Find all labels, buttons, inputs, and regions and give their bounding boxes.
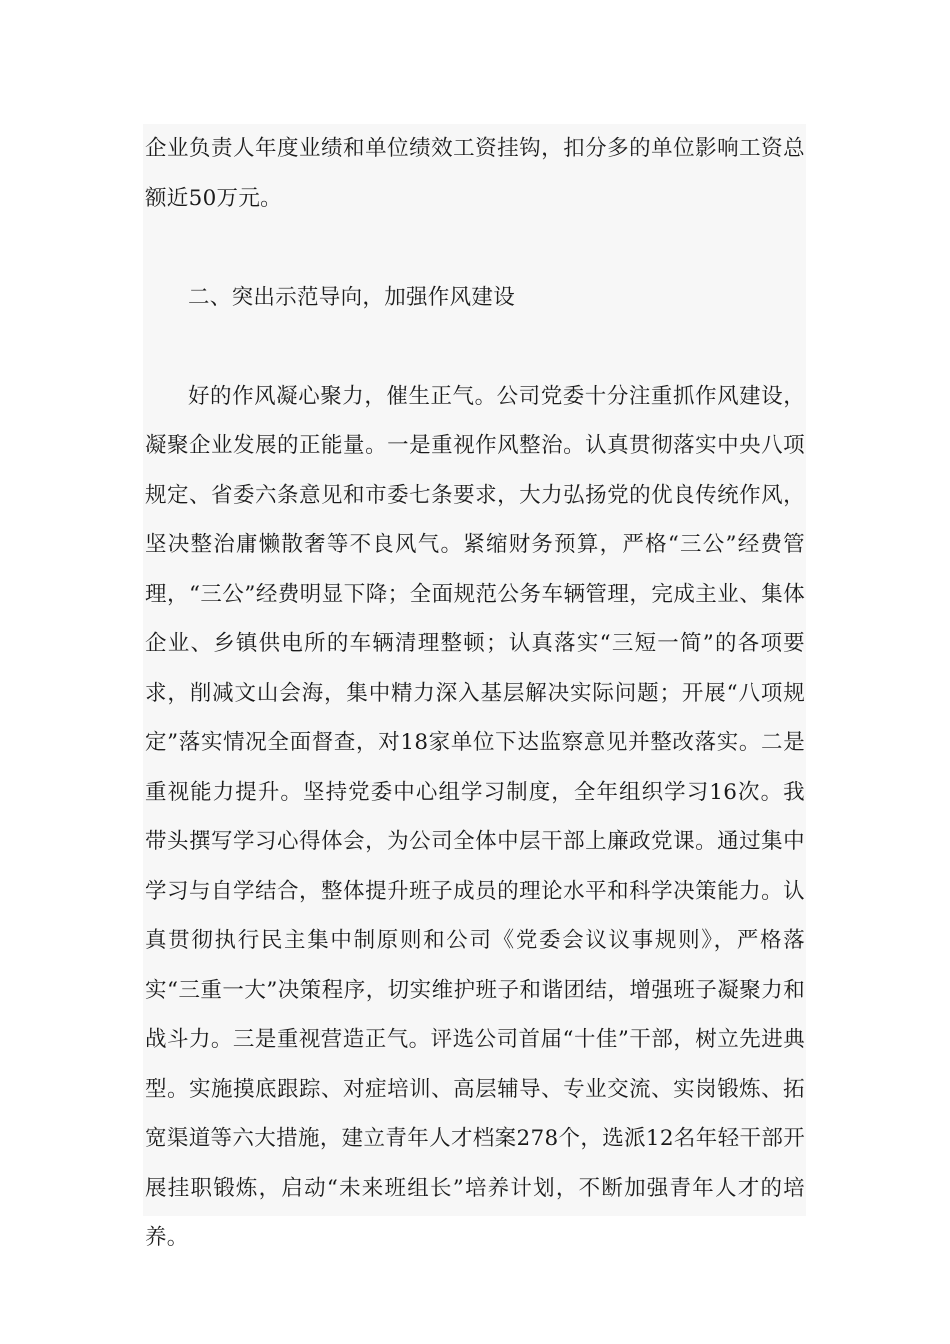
section-heading: 二、突出示范导向，加强作风建设 [188,284,516,310]
paragraph-continuation: 企业负责人年度业绩和单位绩效工资挂钩，扣分多的单位影响工资总额近50万元。 [145,136,805,211]
document-body [145,124,805,1263]
paragraph-body: 好的作风凝心聚力，催生正气。公司党委十分注重抓作风建设，凝聚企业发展的正能量。一是重视作风整治。认真贯彻落实中央八项规定、省委六条意见和市委七条要求，大力弘扬党的优良传统作风，坚决整治庸懒散奢等不良风气。紧缩财务预算，严格“三公”经费管理，“三公”经费明显下降；全面规范公务车辆管理，完成主业、集体企业、乡镇供电所的车辆清理整顿；认真落实“三短一简”的各项要求，削减文山会海，集中精力深入基层解决实际问题；开展“八项规定”落实情况全面督查，对18家单位下达监察意见并整改落实。二是重视能力提升。坚持党委中心组学习制度，全年组织学习16次。我带头撰写学习心得体会，为公司全体中层干部上廉政党课。通过集中学习与自学结合，整体提升班子成员的理论水平和科学决策能力。认真贯彻执行民主集中制原则和公司《党委会议议事规则》，严格落实“三重一大”决策程序，切实维护班子和谐团结，增强班子凝聚力和战斗力。三是重视营造正气。评选公司首届“十佳”干部，树立先进典型。实施摸底跟踪、对症培训、高层辅导、专业交流、实岗锻炼、拓宽渠道等六大措施，建立青年人才档案278个，选派12名年轻干部开展挂职锻炼，启动“未来班组长”培养计划，不断加强青年人才的培养。 [145,383,805,1250]
